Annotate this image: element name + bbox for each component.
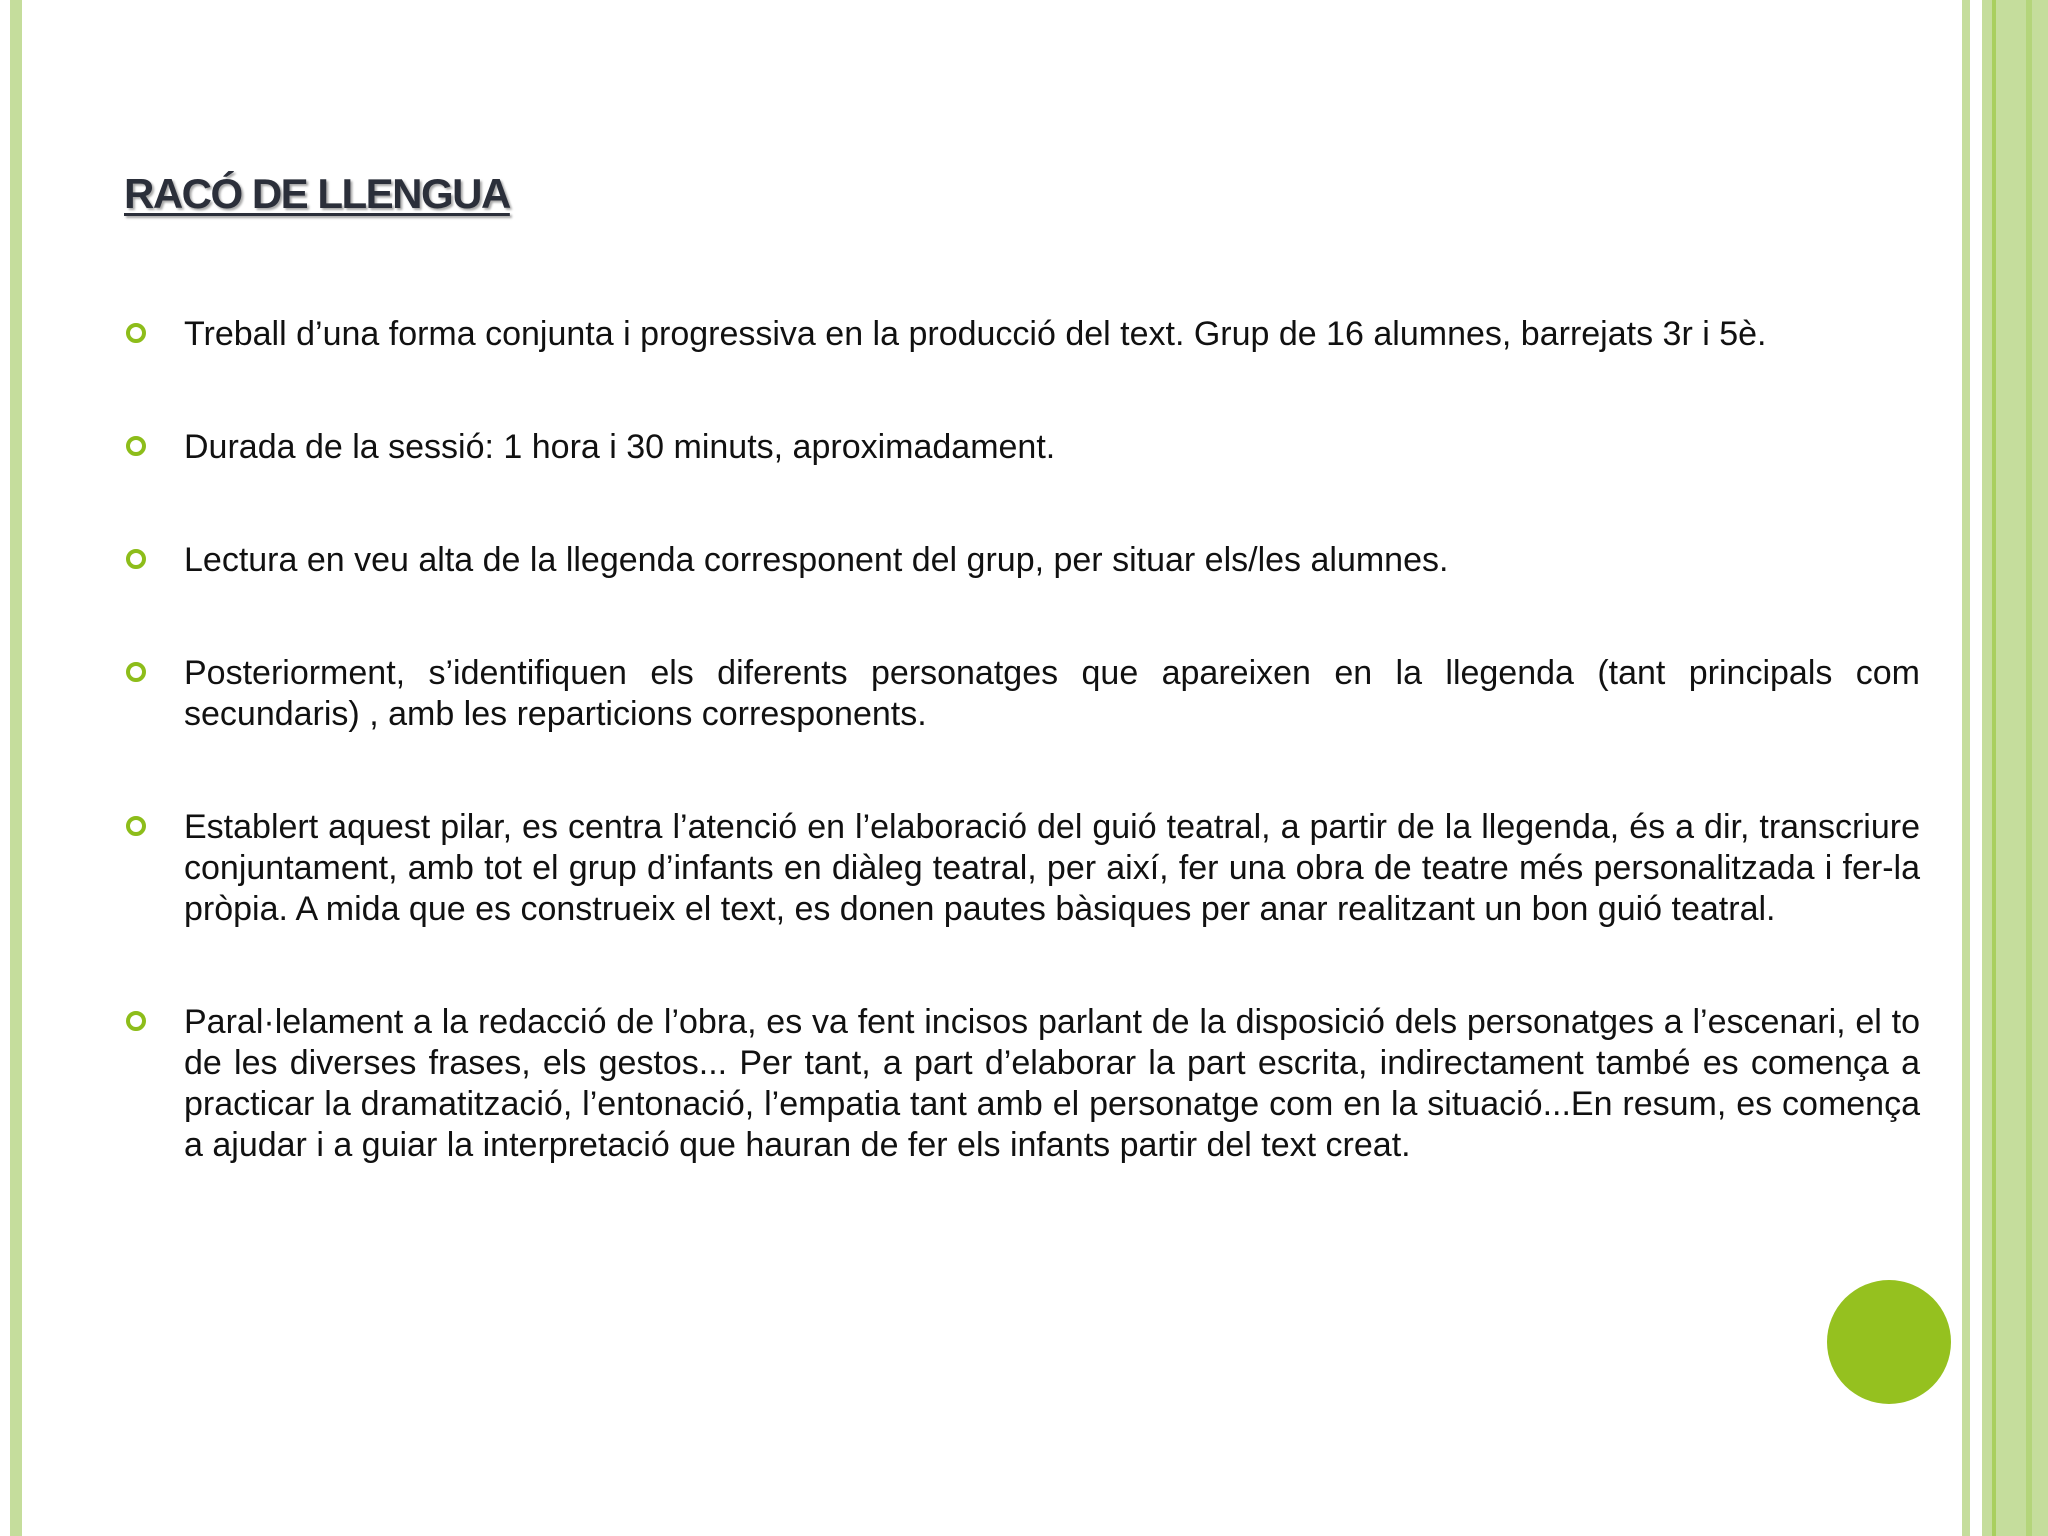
hollow-circle-icon	[126, 662, 146, 682]
hollow-circle-icon	[126, 436, 146, 456]
bullet-item	[120, 653, 1920, 735]
hollow-circle-icon	[126, 816, 146, 836]
hollow-circle-icon	[126, 323, 146, 343]
right-stripe	[1982, 0, 1992, 1536]
right-decorative-band	[1962, 0, 2048, 1536]
bullet-item	[120, 807, 1920, 930]
bullet-item	[120, 314, 1920, 355]
bullet-text: Posteriorment, s’identifiquen els diferents personatges que apareixen en la llegenda (tant principals com secundaris) , amb les reparticions corresponents.	[184, 654, 1920, 733]
hollow-circle-icon	[126, 1011, 146, 1031]
hollow-circle-icon	[126, 549, 146, 569]
bullet-text: Establert aquest pilar, es centra l’atenció en l’elaboració del guió teatral, a partir de la llegenda, és a dir, transcriure conjuntament, amb tot el grup d’infants en diàleg teatral, per així, fer una obra de teatre més personalitzada i fer-la pròpia. A mida que es construeix el text, es donen pautes bàsiques per anar realitzant un bon guió teatral.	[184, 808, 1920, 928]
bullet-text: Durada de la sessió: 1 hora i 30 minuts, aproximadament.	[184, 428, 1056, 466]
slide-title: RACÓ DE LLENGUA	[124, 170, 510, 217]
left-decorative-stripe	[10, 0, 22, 1536]
filled-circle-icon	[1827, 1280, 1951, 1404]
right-stripe	[1962, 0, 1970, 1536]
bullet-text: Lectura en veu alta de la llegenda corresponent del grup, per situar els/les alumnes.	[184, 541, 1449, 579]
bullet-text: Treball d’una forma conjunta i progressiva en la producció del text. Grup de 16 alumnes, barrejats 3r i 5è.	[184, 315, 1767, 353]
right-stripe	[2032, 0, 2048, 1536]
bullet-list	[120, 314, 1920, 1166]
right-stripe	[1996, 0, 2026, 1536]
bullet-item	[120, 540, 1920, 581]
bullet-item	[120, 1002, 1920, 1166]
bullet-text: Paral·lelament a la redacció de l’obra, es va fent incisos parlant de la disposició dels personatges a l’escenari, el to de les diverses frases, els gestos... Per tant, a part d’elaborar la part escrita, indirectament també es comença a practicar la dramatització, l’entonació, l’empatia tant amb el personatge com en la situació...En resum, es comença a ajudar i a guiar la interpretació que hauran de fer els infants partir del text creat.	[184, 1003, 1920, 1164]
bullet-item	[120, 427, 1920, 468]
